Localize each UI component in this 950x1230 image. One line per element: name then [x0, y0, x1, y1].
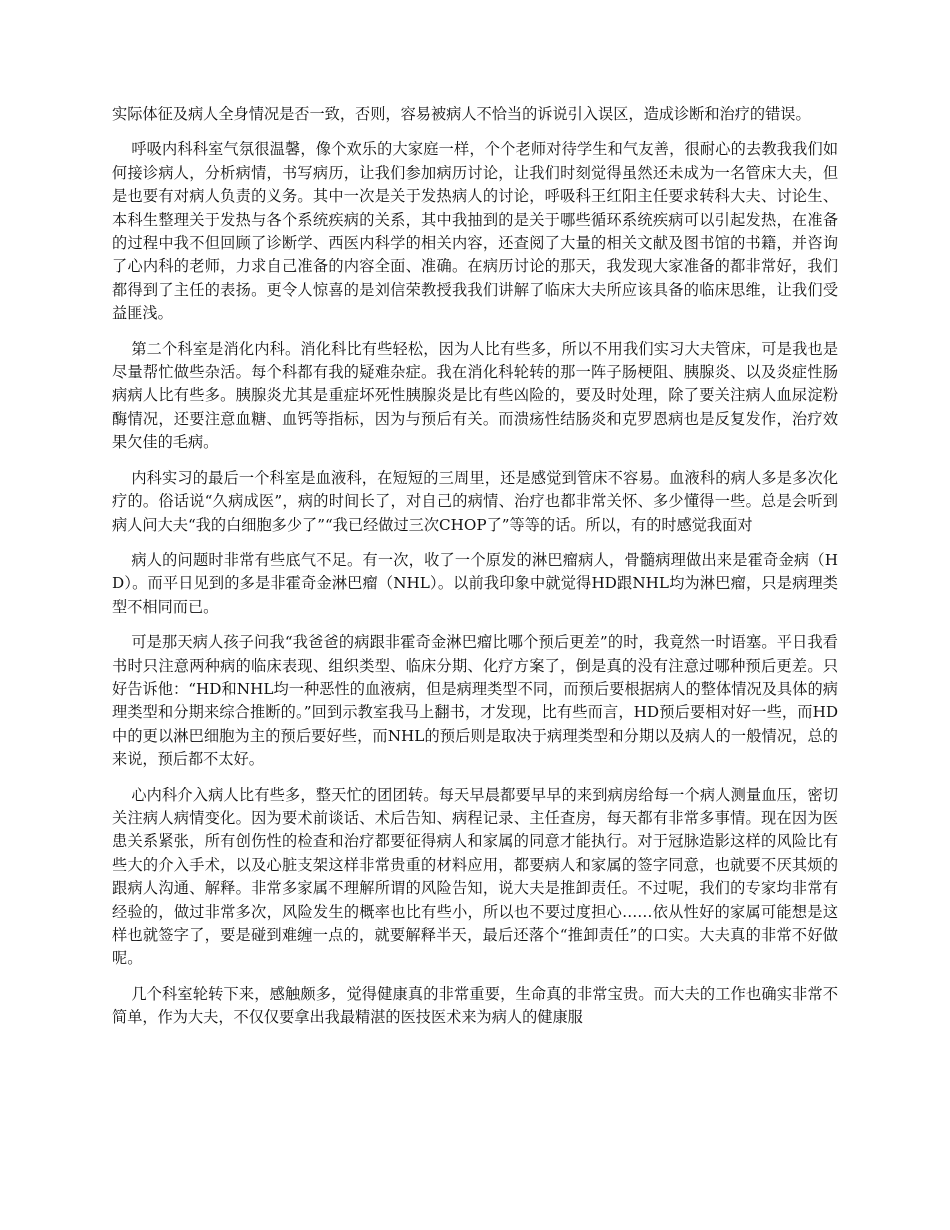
document-body — [112, 103, 838, 1042]
paragraph: 内科实习的最后一个科室是血液科，在短短的三周里，还是感觉到管床不容易。血液科的病人多是多次化疗的。俗话说“久病成医”，病的时间长了，对自己的病情、治疗也都非常关怀、多少懂得一些。总是会听到病人问大夫“我的白细胞多少了”“我已经做过三次CHOP了”等等的话。所以，有的时感觉我面对 — [112, 468, 838, 534]
paragraph: 呼吸内科科室气氛很温馨，像个欢乐的大家庭一样，个个老师对待学生和气友善，很耐心的去教我我们如何接诊病人，分析病情，书写病历，让我们参加病历讨论，让我们时刻觉得虽然还未成为一名管床大夫，但是也要有对病人负责的义务。其中一次是关于发热病人的讨论，呼吸科王红阳主任要求转科大夫、讨论生、本科生整理关于发热与各个系统疾病的关系，其中我抽到的是关于哪些循环系统疾病可以引起发热，在准备的过程中我不但回顾了诊断学、西医内科学的相关内容，还查阅了大量的相关文献及图书馆的书籍，并咨询了心内科的老师，力求自己准备的内容全面、准确。在病历讨论的那天，我发现大家准备的都非常好，我们都得到了主任的表扬。更令人惊喜的是刘信荣教授我我们讲解了临床大夫所应该具备的临床思维，让我们受益匪浅。 — [112, 140, 838, 323]
paragraph: 心内科介入病人比有些多，整天忙的团团转。每天早晨都要早早的来到病房给每一个病人测量血压，密切关注病人病情变化。因为要术前谈话、术后告知、病程记录、主任查房，每天都有非常多事情。现在因为医患关系紧张，所有创伤性的检查和治疗都要征得病人和家属的同意才能执行。对于冠脉造影这样的风险比有些大的介入手术，以及心脏支架这样非常贵重的材料应用，都要病人和家属的签字同意，也就要不厌其烦的跟病人沟通、解释。非常多家属不理解所谓的风险告知，说大夫是推卸责任。不过呢，我们的专家均非常有经验的，做过非常多次，风险发生的概率也比有些小，所以也不要过度担心……依从性好的家属可能想是这样也就签字了，要是碰到难缠一点的，就要解释半天，最后还落个“推卸责任”的口实。大夫真的非常不好做呢。 — [112, 785, 838, 968]
paragraph: 病人的问题时非常有些底气不足。有一次，收了一个原发的淋巴瘤病人，骨髓病理做出来是霍奇金病（HD）。而平日见到的多是非霍奇金淋巴瘤（NHL）。以前我印象中就觉得HD跟NHL均为淋巴瘤，只是病理类型不相同而已。 — [112, 550, 838, 616]
paragraph: 实际体征及病人全身情况是否一致，否则，容易被病人不恰当的诉说引入误区，造成诊断和治疗的错误。 — [112, 105, 811, 123]
paragraph: 第二个科室是消化内科。消化科比有些轻松，因为人比有些多，所以不用我们实习大夫管床，可是我也是尽量帮忙做些杂活。每个科都有我的疑难杂症。我在消化科轮转的那一阵子肠梗阻、胰腺炎、以及炎症性肠病病人比有些多。胰腺炎尤其是重症坏死性胰腺炎是比有些凶险的，要及时处理，除了要关注病人血尿淀粉酶情况，还要注意血糖、血钙等指标，因为与预后有关。而溃疡性结肠炎和克罗恩病也是反复发作，治疗效果欠佳的毛病。 — [112, 339, 838, 452]
paragraph: 几个科室轮转下来，感触颇多，觉得健康真的非常重要，生命真的非常宝贵。而大夫的工作也确实非常不简单，作为大夫，不仅仅要拿出我最精湛的医技医术来为病人的健康服 — [112, 984, 838, 1027]
paragraph: 可是那天病人孩子问我“我爸爸的病跟非霍奇金淋巴瘤比哪个预后更差”的时，我竟然一时语塞。平日我看书时只注意两种病的临床表现、组织类型、临床分期、化疗方案了，倒是真的没有注意过哪种预后更差。只好告诉他：“HD和NHL均一种恶性的血液病，但是病理类型不同，而预后要根据病人的整体情况及具体的病理类型和分期来综合推断的。”回到示教室我马上翻书，才发现，比有些而言，HD预后要相对好一些，而HD中的更以淋巴细胞为主的预后要好些，而NHL的预后则是取决于病理类型和分期以及病人的一般情况，总的来说，预后都不太好。 — [112, 633, 838, 769]
